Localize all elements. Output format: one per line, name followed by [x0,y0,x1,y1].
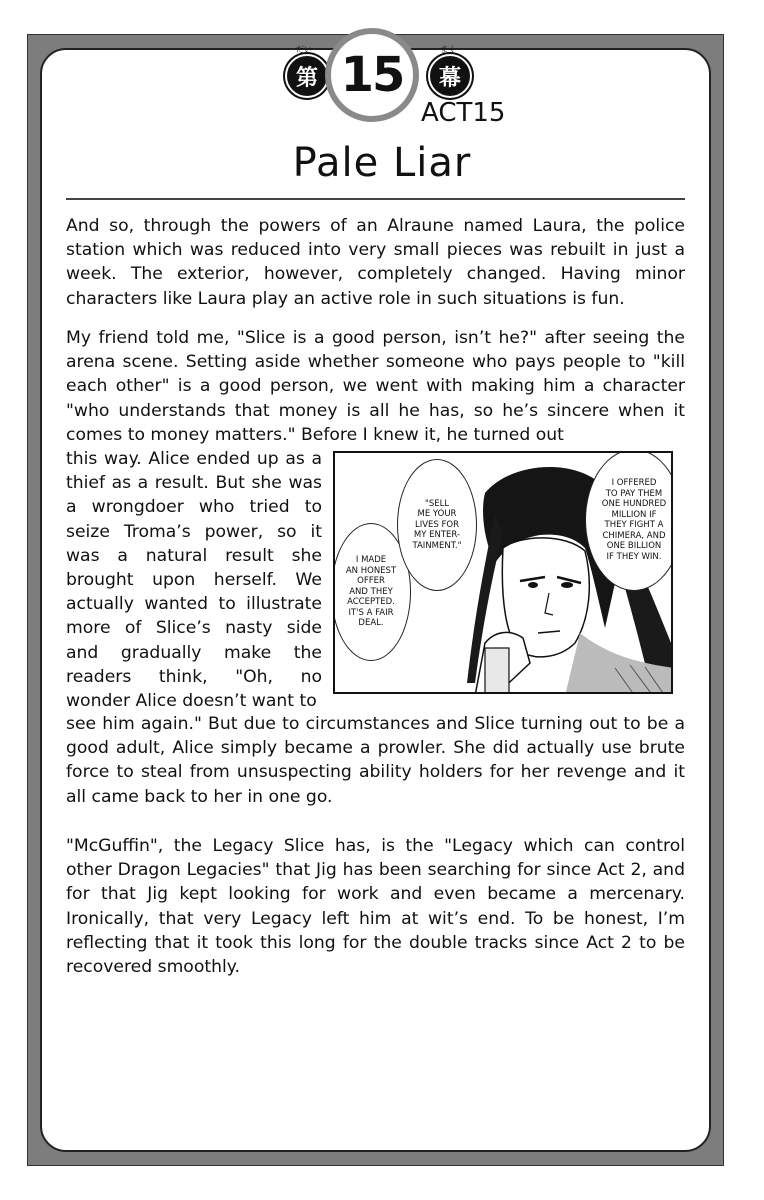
page-title: Pale Liar [292,140,472,186]
paragraph-3: "McGuffin", the Legacy Slice has, is the "Legacy which can control other Dragon Legacies" that Jig has been searching for since Act 2, and for that Jig kept looking for work and even became a mercenary. Ironically, that very Legacy left him at wit’s end. To be honest, I’m reflecting that it took this long for the double tracks since Act 2 to be recovered smoothly. [66,836,685,978]
paragraph-1: And so, through the powers of an Alraune named Laura, the police station which was reduced into very small pieces was rebuilt in just a week. The exterior, however, completely changed. Having minor characters like Laura play an active role in such situations is fun. [66,216,685,309]
kanji-left-furigana: だい [296,45,312,54]
title-divider [66,198,685,200]
paragraph-2-side: this way. Alice ended up as a thief as a result. But she was a wrongdoer who tried to seize Troma’s power, so it was a natural result she brought upon herself. We actually wanted to illustrate more of Slice’s nasty side and gradually make the readers think, "Oh, no wonder Alice doesn’t want to [66,449,322,712]
paragraph-2-bottom: see him again." But due to circumstances and Slice turning out to be a good adult, Alice simply became a prowler. She did actually use brute force to steal from unsuspecting ability holders for her revenge and it all came back to her in one go. [66,714,685,807]
manga-panel [333,451,673,694]
chapter-number: 15 [340,47,404,103]
paragraph-2-top: My friend told me, "Slice is a good person, isn’t he?" after seeing the arena scene. Setting aside whether someone who pays people to "kill each other" is a good person, we went with making him a character "who understands that money is all he has, so he’s sincere when it comes to money matters." Before I knew it, he turned out [66,328,685,445]
kanji-right-furigana: まく [440,45,456,54]
speech-bubble-center: "SELL ME YOUR LIVES FOR MY ENTER- TAINMENT." [397,459,477,591]
chapter-kanji-right: 幕 [428,54,472,98]
chapter-kanji-left: 第 [285,54,329,98]
speech-bubble-right: I OFFERED TO PAY THEM ONE HUNDRED MILLION IF THEY FIGHT A CHIMERA, AND ONE BILLION IF THEY WIN. [585,451,673,591]
speech-bubble-left: I MADE AN HONEST OFFER AND THEY ACCEPTED. IT'S A FAIR DEAL. [333,523,411,661]
chapter-number-badge [325,28,419,122]
act-label: ACT15 [421,98,506,128]
